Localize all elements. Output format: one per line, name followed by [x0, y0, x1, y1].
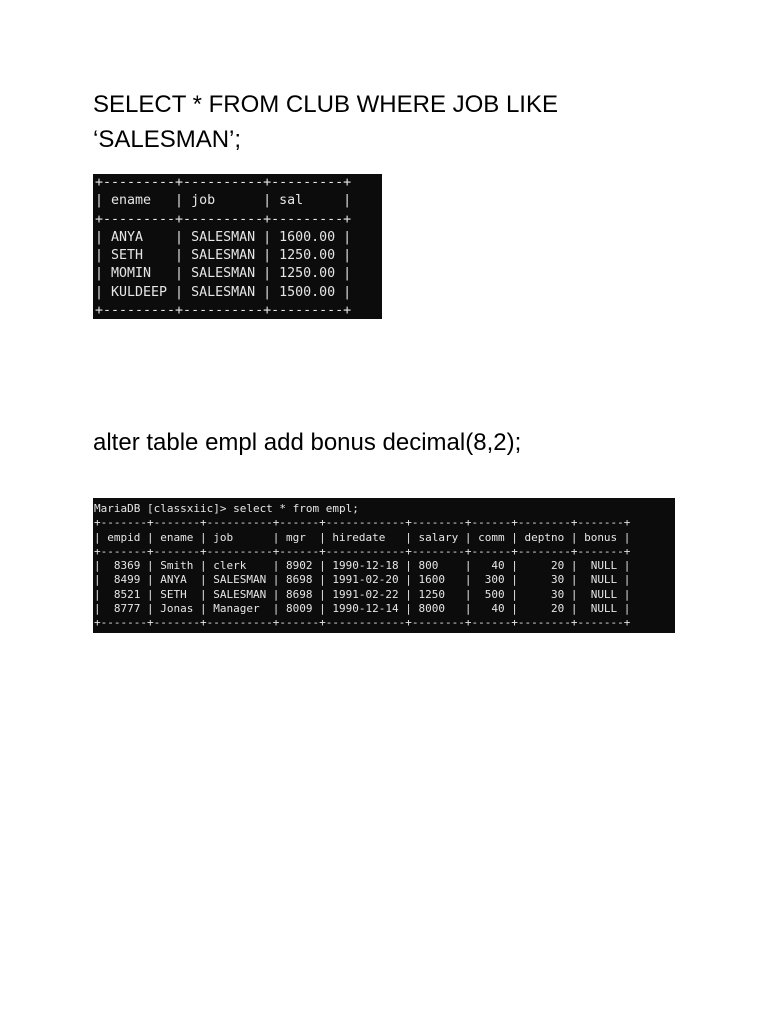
console-prompt-line: MariaDB [classxiic]> select * from empl; — [94, 502, 359, 515]
result-border-line: +---------+----------+---------+ — [95, 175, 352, 190]
query-result-screenshot-club — [93, 174, 382, 319]
result-border-line: +-------+-------+----------+------+------------+--------+------+--------+-------+ — [94, 616, 631, 630]
result-row: | 8777 | Jonas | Manager | 8009 | 1990-12-14 | 8000 | 40 | 20 | NULL | — [94, 602, 631, 616]
result-border-line: +-------+-------+----------+------+------------+--------+------+--------+-------+ — [94, 516, 631, 530]
query-result-screenshot-empl — [93, 498, 675, 633]
result-row: | 8499 | ANYA | SALESMAN | 8698 | 1991-02-20 | 1600 | 300 | 30 | NULL | — [94, 573, 631, 587]
result-header-row: | empid | ename | job | mgr | hiredate | salary | comm | deptno | bonus | — [94, 530, 631, 544]
result-header-row: | ename | job | sal | — [95, 193, 352, 209]
sql-query-select-salesman: SELECT * FROM CLUB WHERE JOB LIKE ‘SALESMAN’; — [93, 91, 558, 153]
sql-alter-table-statement: alter table empl add bonus decimal(8,2); — [93, 429, 522, 456]
result-row: | KULDEEP | SALESMAN | 1500.00 | — [95, 284, 352, 300]
result-row: | MOMIN | SALESMAN | 1250.00 | — [95, 266, 352, 282]
result-row: | SETH | SALESMAN | 1250.00 | — [95, 248, 352, 264]
result-row: | 8521 | SETH | SALESMAN | 8698 | 1991-02-22 | 1250 | 500 | 30 | NULL | — [94, 587, 631, 601]
result-border-line: +---------+----------+---------+ — [95, 303, 352, 319]
result-row: | ANYA | SALESMAN | 1600.00 | — [95, 229, 352, 245]
result-border-line: +---------+----------+---------+ — [95, 211, 352, 227]
result-row: | 8369 | Smith | clerk | 8902 | 1990-12-18 | 800 | 40 | 20 | NULL | — [94, 559, 631, 573]
result-border-line: +-------+-------+----------+------+------------+--------+------+--------+-------+ — [94, 544, 631, 558]
